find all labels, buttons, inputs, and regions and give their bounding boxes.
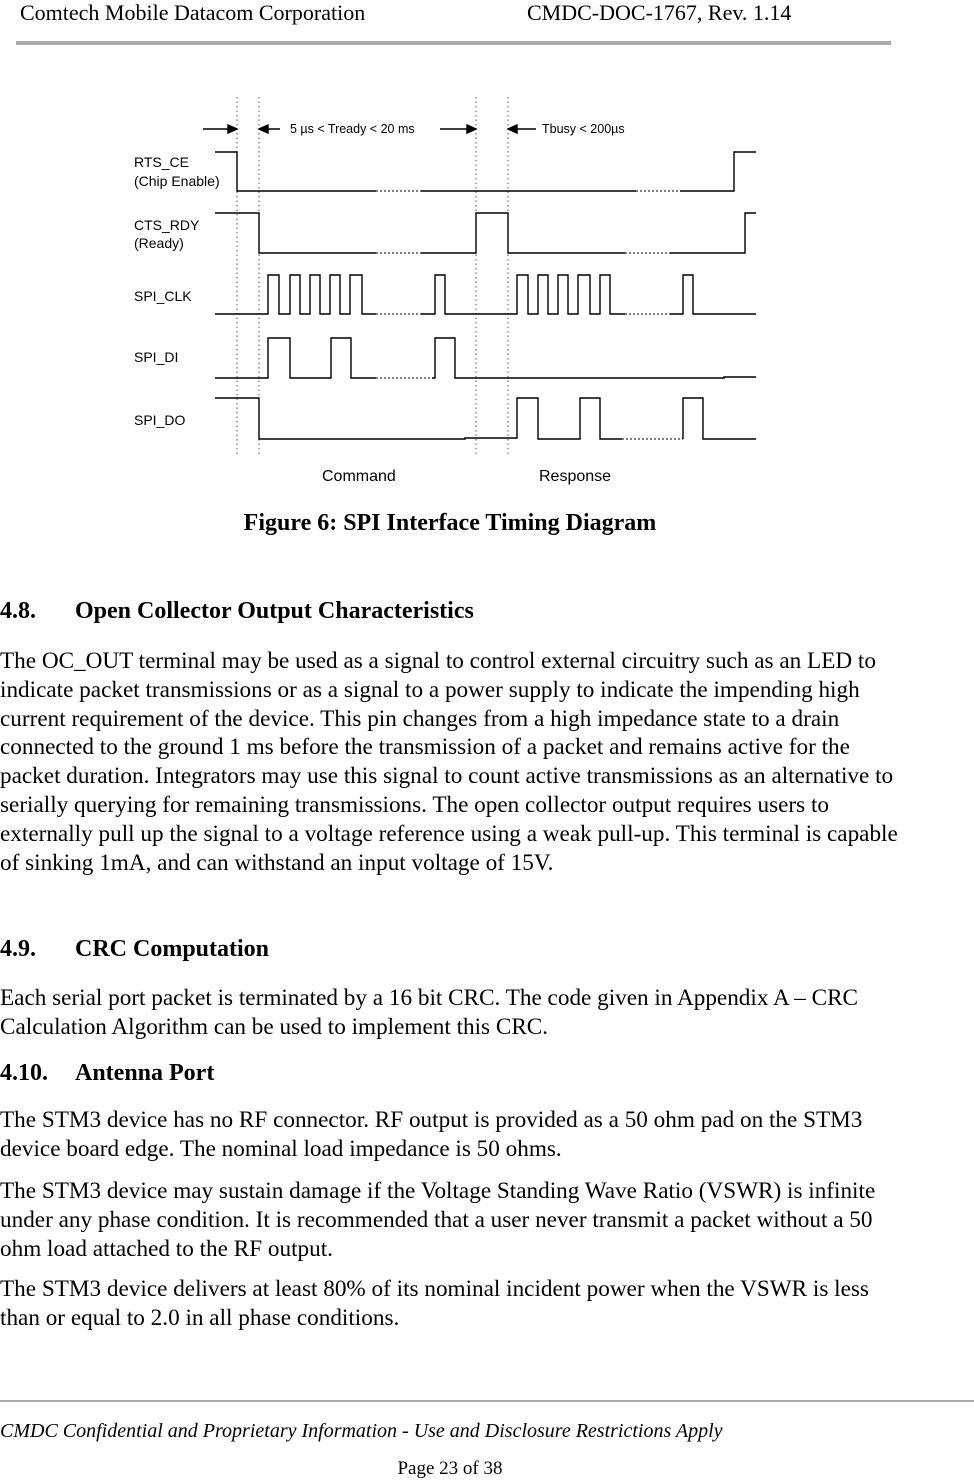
figure-caption: Figure 6: SPI Interface Timing Diagram [243, 510, 657, 536]
section-title: CRC Computation [75, 936, 270, 962]
signal-desc-cts-rdy: (Ready) [134, 235, 184, 251]
waveform-spi-di [215, 338, 376, 378]
footer-divider [0, 1400, 974, 1402]
tbusy-label: Tbusy < 200µs [542, 122, 625, 136]
signal-name-spi-clk: SPI_CLK [134, 288, 192, 304]
footer-confidential: CMDC Confidential and Proprietary Information - Use and Disclosure Restrictions Apply [0, 1420, 723, 1442]
section-number: 4.10. [0, 1060, 48, 1086]
signal-name-spi-do: SPI_DO [134, 412, 186, 428]
signal-name-rts-ce: RTS_CE [134, 154, 189, 170]
footer-page-number: Page 23 of 38 [397, 1458, 503, 1479]
waveform-spi-do [215, 398, 622, 439]
paragraph-antenna-1: The STM3 device has no RF connector. RF output is provided as a 50 ohm pad on the STM3 device board edge. The nominal load impedance is 50 ohms. [0, 1107, 863, 1162]
signal-name-cts-rdy: CTS_RDY [134, 217, 200, 233]
paragraph-antenna-3: The STM3 device delivers at least 80% of its nominal incident power when the VSWR is less than or equal to 2.0 in all phase conditions. [0, 1276, 869, 1331]
section-number: 4.8. [0, 598, 36, 624]
paragraph-antenna-2: The STM3 device may sustain damage if the Voltage Standing Wave Ratio (VSWR) is infinite under any phase condition. It is recommended that a user never transmit a packet without a 50 ohm load attached to the RF output. [0, 1178, 876, 1262]
phase-response-label: Response [539, 468, 612, 485]
paragraph-crc: Each serial port packet is terminated by a 16 bit CRC. The code given in Appendix A – CRC Calculation Algorithm can be used to implement this CRC. [0, 985, 859, 1040]
waveform-cts-rdy [215, 213, 376, 253]
signal-desc-rts-ce: (Chip Enable) [134, 173, 220, 189]
section-title: Antenna Port [75, 1060, 215, 1086]
waveform-spi-clk [215, 275, 376, 314]
signal-name-spi-di: SPI_DI [134, 349, 179, 365]
paragraph-oc-out: The OC_OUT terminal may be used as a signal to control external circuitry such as an LED to indicate packet transmissions or as a signal to a power supply to indicate the impending high current requirement of the device. This pin changes from a high impedance state to a drain connected to the ground 1 ms before the transmission of a packet and remains active for the packet duration. Integrators may use this signal to count active transmissions as an alternative to serially querying for remaining transmissions. The open collector output requires users to externally pull up the signal to a voltage reference using a weak pull-up. This terminal is capable of sinking 1mA, and can withstand an input voltage of 15V. [0, 648, 898, 876]
header-doc-id: CMDC-DOC-1767, Rev. 1.14 [527, 0, 792, 25]
header-divider [16, 41, 891, 45]
waveform-rts-ce [215, 152, 376, 191]
phase-command-label: Command [322, 468, 396, 485]
tready-label: 5 µs < Tready < 20 ms [290, 122, 415, 136]
section-number: 4.9. [0, 936, 36, 962]
spi-timing-diagram [0, 90, 974, 500]
section-title: Open Collector Output Characteristics [75, 598, 474, 624]
header-company: Comtech Mobile Datacom Corporation [20, 0, 366, 25]
